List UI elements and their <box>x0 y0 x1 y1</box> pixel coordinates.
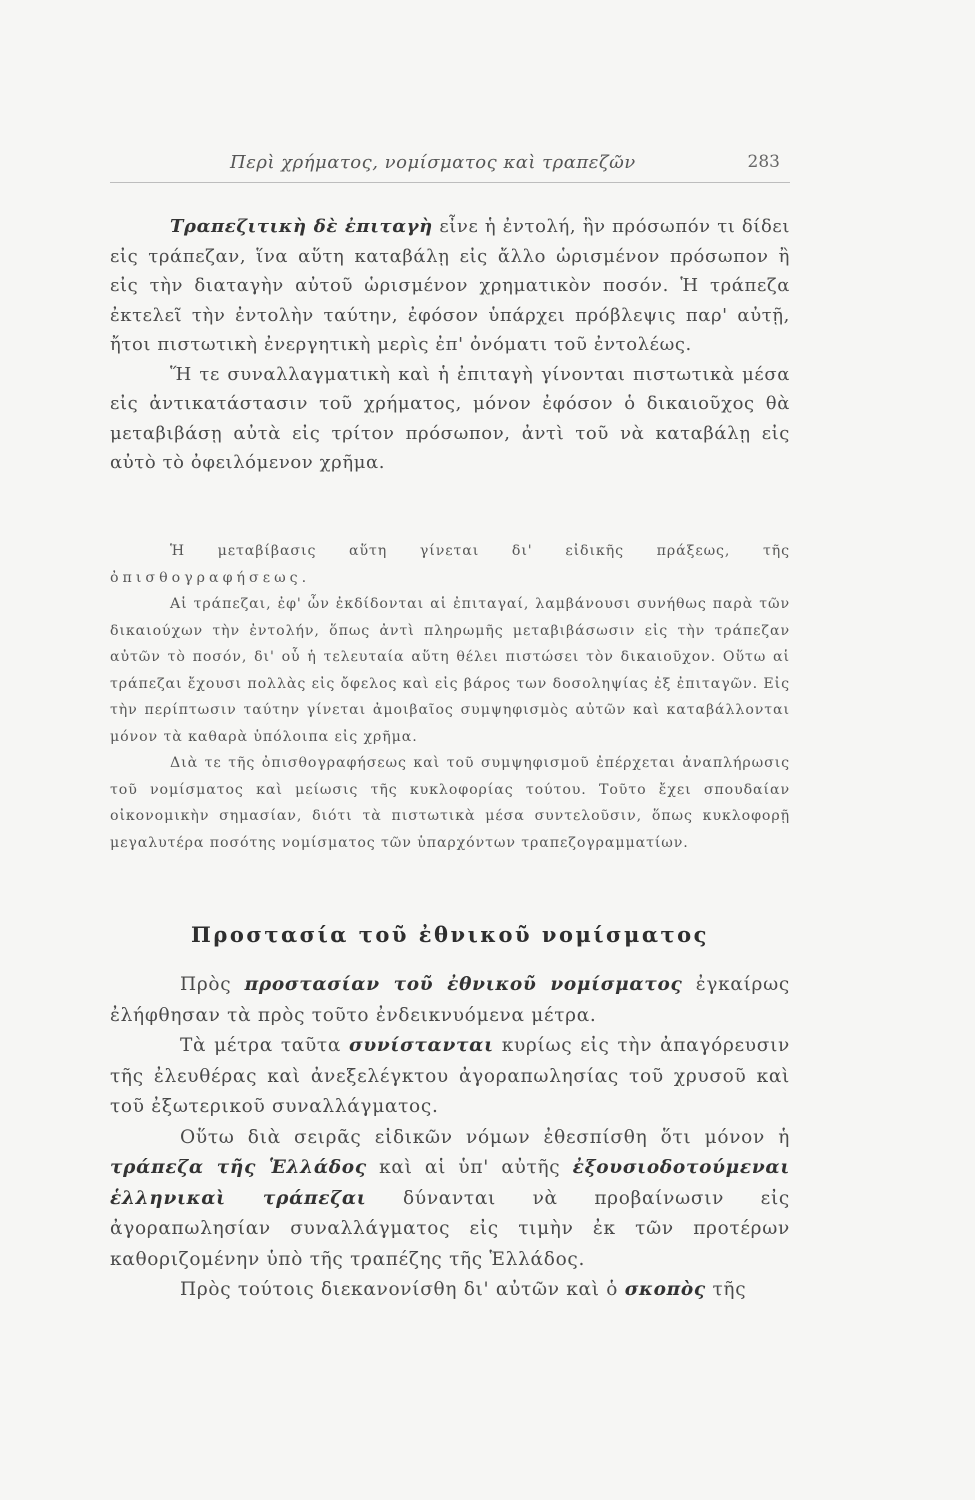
paragraph-text: δύνανται νὰ προβαίνωσιν εἰς ἀγοραπωλησίαν συναλλάγματος εἰς τιμὴν ἐκ τῶν προτέρων καθοριζομένην ὑπὸ τῆς τραπέζης τῆς Ἑλλάδος. <box>110 1187 790 1270</box>
paragraph-text: ἐγκαίρως ἐλήφθησαν τὰ πρὸς τοῦτο ἐνδεικνυόμενα μέτρα. <box>110 974 790 1026</box>
body-block-1 <box>110 212 790 478</box>
paragraph-text: καὶ αἱ ὑπ' αὐτῆς <box>379 1157 561 1178</box>
paragraph-text: Ἡ μεταβίβασις αὕτη γίνεται δι' εἰδικῆς πράξεως, τῆς <box>170 543 790 559</box>
page-header <box>110 152 790 182</box>
paragraph-text: Τὰ μέτρα ταῦτα <box>180 1035 342 1056</box>
term-consist: συνίστανται <box>349 1035 494 1056</box>
paragraph-text: Πρὸς τούτοις διεκανονίσθη δι' αὐτῶν καὶ ὁ <box>180 1279 619 1300</box>
section-heading: Προστασία τοῦ ἐθνικοῦ νομίσματος <box>191 922 709 947</box>
paragraph-text: τῆς <box>712 1279 747 1300</box>
header-rule <box>110 182 790 183</box>
paragraph-text: Αἱ τράπεζαι, ἐφ' ὧν ἐκδίδονται αἱ ἐπιταγαί, λαμβάνουσι συνήθως παρὰ τῶν δικαιούχων τὴν ἐντολήν, ὅπως ἀντὶ πληρωμῆς μεταβιβάσωσιν εἰς τὴν τράπεζαν αὐτῶν τὸ ποσόν, δι' οὗ ἡ τελευταία αὕτη θέλει πιστώσει τὸν δικαιοῦχον. Οὕτω αἱ τράπεζαι ἔχουσι πολλὰς εἰς ὄφελος καὶ εἰς βάρος των δοσοληψίας ἐξ ἐπιταγῶν. Εἰς τὴν περίπτωσιν ταύτην γίνεται ἀμοιβαῖος συμψηφισμὸς αὐτῶν καὶ καταβάλλονται μόνον τὰ καθαρὰ ὑπόλοιπα εἰς χρῆμα. <box>110 596 790 745</box>
paragraph-laws <box>110 1123 790 1276</box>
paragraph-text: εἶνε ἡ ἐντολή, ἣν πρόσωπόν τι δίδει εἰς τράπεζαν, ἵνα αὕτη καταβάλῃ εἰς ἄλλο ὡρισμένον πρόσωπον ἢ εἰς τὴν διαταγὴν αὐτοῦ ὡρισμένον χρηματικὸν ποσόν. Ἡ τράπεζα ἐκτελεῖ τὴν ἐντολὴν ταύτην, ἐφόσον ὑπάρχει πρόβλεψις παρ' αὐτῇ, ἤτοι πιστωτικὴ ἐνεργητικὴ μερὶς ἐπ' ὀνόματι τοῦ ἐντολέως. <box>110 216 791 355</box>
paragraph-text: κυρίως εἰς τὴν ἀπαγόρευσιν τῆς ἐλευθέρας καὶ ἀνεξελέγκτου ἀγοραπωλησίας τοῦ χρυσοῦ καὶ τοῦ ἐξωτερικοῦ συναλλάγματος. <box>110 1035 790 1117</box>
body-block-2 <box>110 970 790 1306</box>
term-protection: προστασίαν τοῦ ἐθνικοῦ νομίσματος <box>244 974 683 995</box>
term-bank-of-greece: τράπεζα τῆς Ἑλλάδος <box>110 1157 367 1178</box>
spaced-word: ὀπισθογραφήσεως. <box>110 569 311 586</box>
paragraph-text: Ἥ τε συναλλαγματικὴ καὶ ἡ ἐπιταγὴ γίνονται πιστωτικὰ μέσα εἰς ἀντικατάστασιν τοῦ χρήματος, μόνον ἐφόσον ὁ δικαιοῦχος θὰ μεταβιβάσῃ αὐτὰ εἰς τρίτον πρόσωπον, ἀντὶ τοῦ νὰ καταβάλῃ εἰς αὐτὸ τὸ ὀφειλόμενον χρῆμα. <box>110 363 790 473</box>
small-print-block <box>110 538 790 856</box>
term-purpose: σκοπὸς <box>624 1279 706 1300</box>
paragraph-protection <box>110 970 790 1031</box>
small-paragraph-clearing <box>110 750 790 856</box>
small-paragraph-endorsement <box>110 538 790 591</box>
paragraph-text: Οὕτω διὰ σειρᾶς εἰδικῶν νόμων ἐθεσπίσθη ὅτι μόνον ἡ <box>180 1126 790 1148</box>
paragraph-purpose <box>110 1275 790 1306</box>
term-bank-order: Τραπεζιτικὴ δὲ ἐπιταγὴ <box>170 216 433 237</box>
paragraph-measures <box>110 1031 790 1123</box>
paragraph-bank-order <box>110 212 790 360</box>
term-authorized-banks: ἐξουσιοδοτούμεναι ἑλληνικαὶ τράπεζαι <box>110 1157 790 1209</box>
paragraph-text: Πρὸς <box>180 974 232 995</box>
small-paragraph-banks <box>110 591 790 750</box>
running-title: Περὶ χρήματος, νομίσματος καὶ τραπεζῶν <box>230 152 636 173</box>
page-number: 283 <box>747 152 780 172</box>
paragraph-credit-instruments <box>110 360 790 478</box>
paragraph-text: Διὰ τε τῆς ὀπισθογραφήσεως καὶ τοῦ συμψηφισμοῦ ἐπέρχεται ἀναπλήρωσις τοῦ νομίσματος καὶ μείωσις τῆς κυκλοφορίας τούτου. Τοῦτο ἔχει σπουδαίαν οἰκονομικὴν σημασίαν, διότι τὰ πιστωτικὰ μέσα συντελοῦσιν, ὅπως κυκλοφορῇ μεγαλυτέρα ποσότης νομίσματος τῶν ὑπαρχόντων τραπεζογραμματίων. <box>110 755 790 851</box>
